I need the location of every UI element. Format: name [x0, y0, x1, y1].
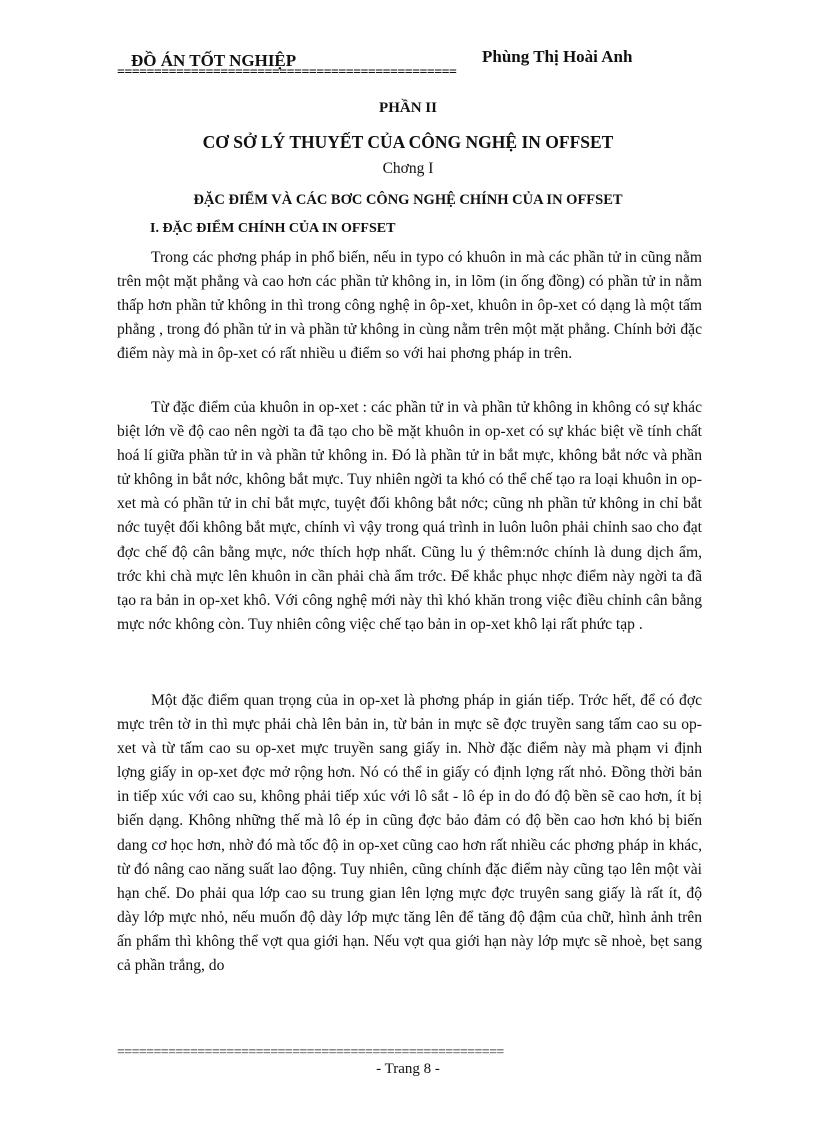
header-author-name: Phùng Thị Hoài Anh — [482, 47, 633, 66]
header-divider: ============================================== — [117, 66, 457, 80]
body-paragraph-3 — [117, 689, 702, 978]
paragraph-text: Một đặc điểm quan trọng của in op-xet là phơng pháp in gián tiếp. Trớc hết, để có đợc mực trên tờ in thì mực phải chà lên bản in, từ bản in mực sẽ đợc truyền sang tấm cao su op-xet và từ tấm cao su op-xet mực truyền sang giấy in. Nhờ đặc điểm này mà phạm vi định lợng giấy in op-xet đợc mở rộng hơn. Nó có thể in giấy có định lợng rất nhỏ. Đồng thời bản in tiếp xúc với cao su, không phải tiếp xúc với lô sắt - lô ép in do đó độ bền sẽ cao hơn, ít bị biến dạng. Không những thế mà lô ép in cũng đợc bảo đảm có độ bền cao hơn khó bị biến dang cơ học hơn, nhờ đó mà tốc độ in op-xet cũng cao hơn rất nhiều các phơng pháp in khác, từ đó nâng cao năng suất lao động. Tuy nhiên, cũng chính đặc điểm này cũng tạo lên một vài hạn chế. Do phải qua lớp cao su trung gian lên lợng mực đợc truyên sang giấy là rất ít, độ dày lớp mực nhỏ, nếu muốn độ dày lớp mực tăng lên để tăng độ đậm của chữ, hình ảnh trên ấn phẩm thì không thể vợt qua giới hạn. Nếu vợt qua giới hạn này lớp mực sẽ nhoè, bẹt sang cả phần trắng, do — [117, 692, 702, 975]
section-heading: I. ĐẶC ĐIỂM CHÍNH CỦA IN OFFSET — [150, 221, 396, 236]
main-title: CƠ SỞ LÝ THUYẾT CỦA CÔNG NGHỆ IN OFFSET — [202, 132, 614, 152]
body-paragraph-2 — [117, 396, 702, 637]
paragraph-text: Trong các phơng pháp in phổ biến, nếu in typo có khuôn in mà các phần tử in cũng nằm trên một mặt phẳng và cao hơn các phần tử không in, in lõm (in ống đồng) có phần tử in nằm thấp hơn phần tử không in thì trong công nghệ in ôp-xet, khuôn in ôp-xet có dạng là một tấm phẳng , trong đó phần tử in và phần tử không in cùng nằm trên một mặt phẳng. Chính bởi đặc điểm này mà in ôp-xet có rất nhiều u điểm so với hai phơng pháp in trên. — [117, 249, 702, 363]
part-title: PHẦN II — [379, 100, 437, 116]
page-number: - Trang 8 - — [376, 1061, 440, 1077]
chapter-heading: ĐẶC ĐIỂM VÀ CÁC BƠC CÔNG NGHỆ CHÍNH CỦA IN OFFSET — [193, 192, 623, 208]
paragraph-text: Từ đặc điểm của khuôn in op-xet : các phần tử in và phần tử không in không có sự khác biệt lớn về độ cao nên ngời ta đã tạo cho bề mặt khuôn in op-xet có sự khác biệt về tính chất hoá lí giữa phần tử in và phần tử không in. Đó là phần tử in bắt mực, không bắt nớc và phần tử không in bắt nớc, không bắt mực. Tuy nhiên ngời ta khó có thể chế tạo ra loại khuôn in op-xet mà có phần tử in chỉ bắt mực, tuyệt đối không bắt nớc; cũng nh phần tử không in chỉ bắt nớc tuyệt đối không bắt mực, chính vì vậy trong quá trình in luôn luôn phải chỉnh sao cho đạt đợc chế độ cân bằng mực, nớc thích hợp nhất. Cũng lu ý thêm:nớc chính là dung dịch ẩm, trớc khi chà mực lên khuôn in cần phải chà ẩm trớc. Để khắc phục nhợc điểm này ngời ta đã tạo ra bản in op-xet khô. Với công nghệ mới này thì khó khăn trong việc điều chỉnh cân bằng mực nớc không còn. Tuy nhiên công việc chế tạo bản in op-xet khô lại rất phức tạp . — [117, 399, 702, 633]
chapter-label: Chơng I — [382, 160, 434, 177]
header-thesis-title: ĐỒ ÁN TỐT NGHIỆP — [131, 51, 297, 70]
body-paragraph-1 — [117, 246, 702, 366]
footer-divider: ===================================================== — [117, 1046, 504, 1060]
